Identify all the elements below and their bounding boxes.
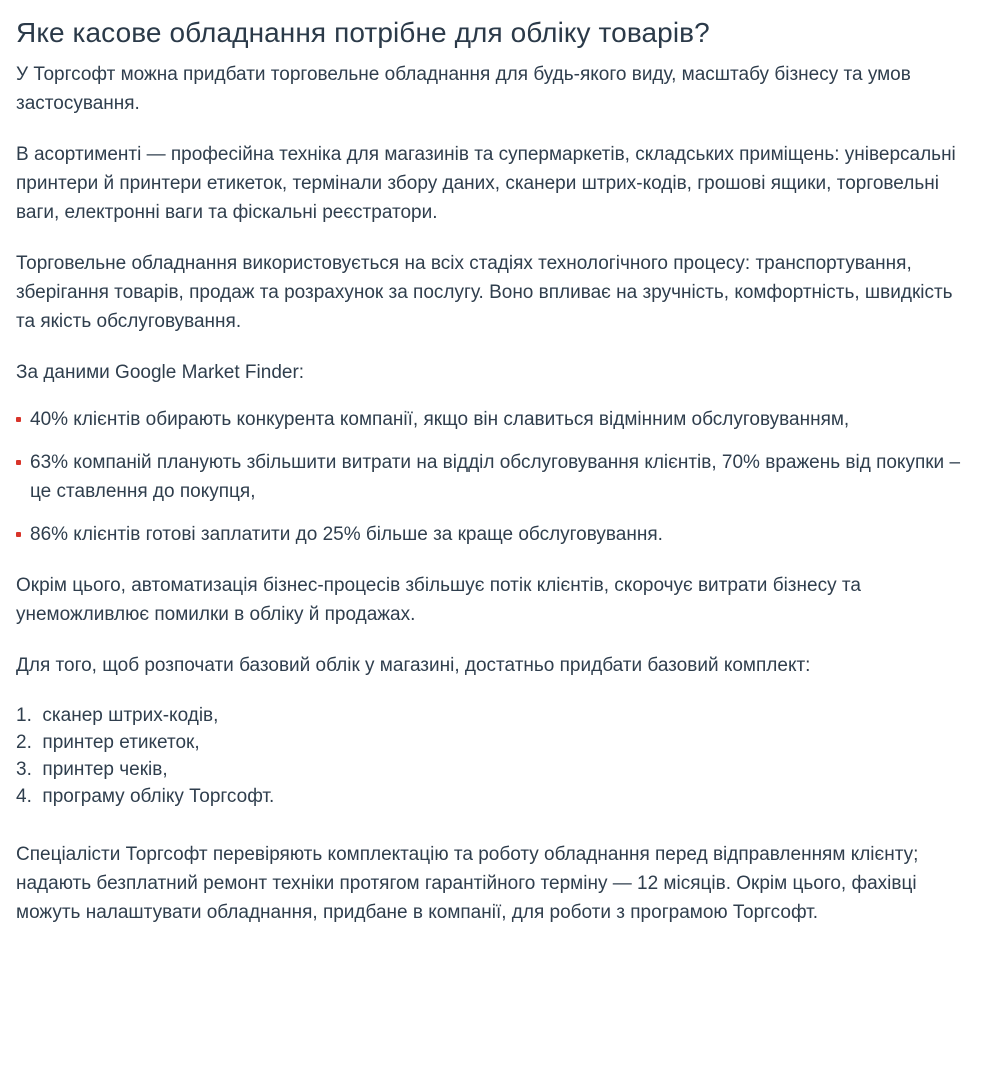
list-item-text: принтер чеків,: [42, 759, 168, 780]
list-item: [16, 405, 968, 434]
paragraph-usage: Торговельне обладнання використовується на всіх стадіях технологічного процесу: транспортування, зберігання товарів, продаж та розрахунок за послугу. Воно впливає на зручність, комфортність, швидкість та якість обслуговування.: [16, 253, 953, 332]
list-item-text: 63% компаній планують збільшити витрати на відділ обслуговування клієнтів, 70% вражень від покупки – це ставлення до покупця,: [30, 452, 961, 502]
paragraph-source-lead: За даними Google Market Finder:: [16, 362, 305, 383]
paragraph-specialists: Спеціалісти Торгсофт перевіряють комплектацію та роботу обладнання перед відправленням клієнту; надають безплатний ремонт техніки протягом гарантійного терміну — 12 місяців. Окрім цього, фахівці можуть налаштувати обладнання, придбане в компанії, для роботи з програмою Торгсофт.: [16, 844, 919, 923]
statistics-list: [16, 405, 968, 549]
list-item: [16, 783, 976, 810]
list-item-text: 40% клієнтів обирають конкурента компанії, якщо він славиться відмінним обслуговуванням,: [30, 409, 850, 430]
list-item-number: 1.: [16, 705, 38, 726]
bullet-dot-icon: [16, 532, 21, 537]
list-item: [16, 448, 968, 506]
list-item-text: програму обліку Торгсофт.: [42, 786, 275, 807]
list-item-number: 4.: [16, 786, 38, 807]
list-item-text: принтер етикеток,: [42, 732, 200, 753]
paragraph-assortment: В асортименті — професійна техніка для магазинів та супермаркетів, складських приміщень: універсальні принтери й принтери етикеток, термінали збору даних, сканери штрих-кодів, грошові ящики, торговельні ваги, електронні ваги та фіскальні реєстратори.: [16, 144, 956, 223]
list-item: [16, 520, 968, 549]
paragraph-basic-kit-lead: Для того, щоб розпочати базовий облік у магазині, достатньо придбати базовий комплект:: [16, 655, 811, 676]
basic-kit-list: [16, 702, 976, 810]
list-item-text: сканер штрих-кодів,: [42, 705, 219, 726]
bullet-dot-icon: [16, 460, 21, 465]
list-item: [16, 729, 976, 756]
spacer: [16, 832, 976, 840]
list-item: [16, 756, 976, 783]
page-title: Яке касове обладнання потрібне для обліку товарів?: [16, 17, 710, 48]
paragraph-automation: Окрім цього, автоматизація бізнес-процесів збільшує потік клієнтів, скорочує витрати бізнесу та унеможливлює помилки в обліку й продажах.: [16, 575, 861, 625]
list-item-number: 3.: [16, 759, 38, 780]
paragraph-intro: У Торгсофт можна придбати торговельне обладнання для будь-якого виду, масштабу бізнесу та умов застосування.: [16, 64, 911, 114]
bullet-dot-icon: [16, 417, 21, 422]
list-item-text: 86% клієнтів готові заплатити до 25% більше за краще обслуговування.: [30, 524, 663, 545]
list-item: [16, 702, 976, 729]
list-item-number: 2.: [16, 732, 38, 753]
